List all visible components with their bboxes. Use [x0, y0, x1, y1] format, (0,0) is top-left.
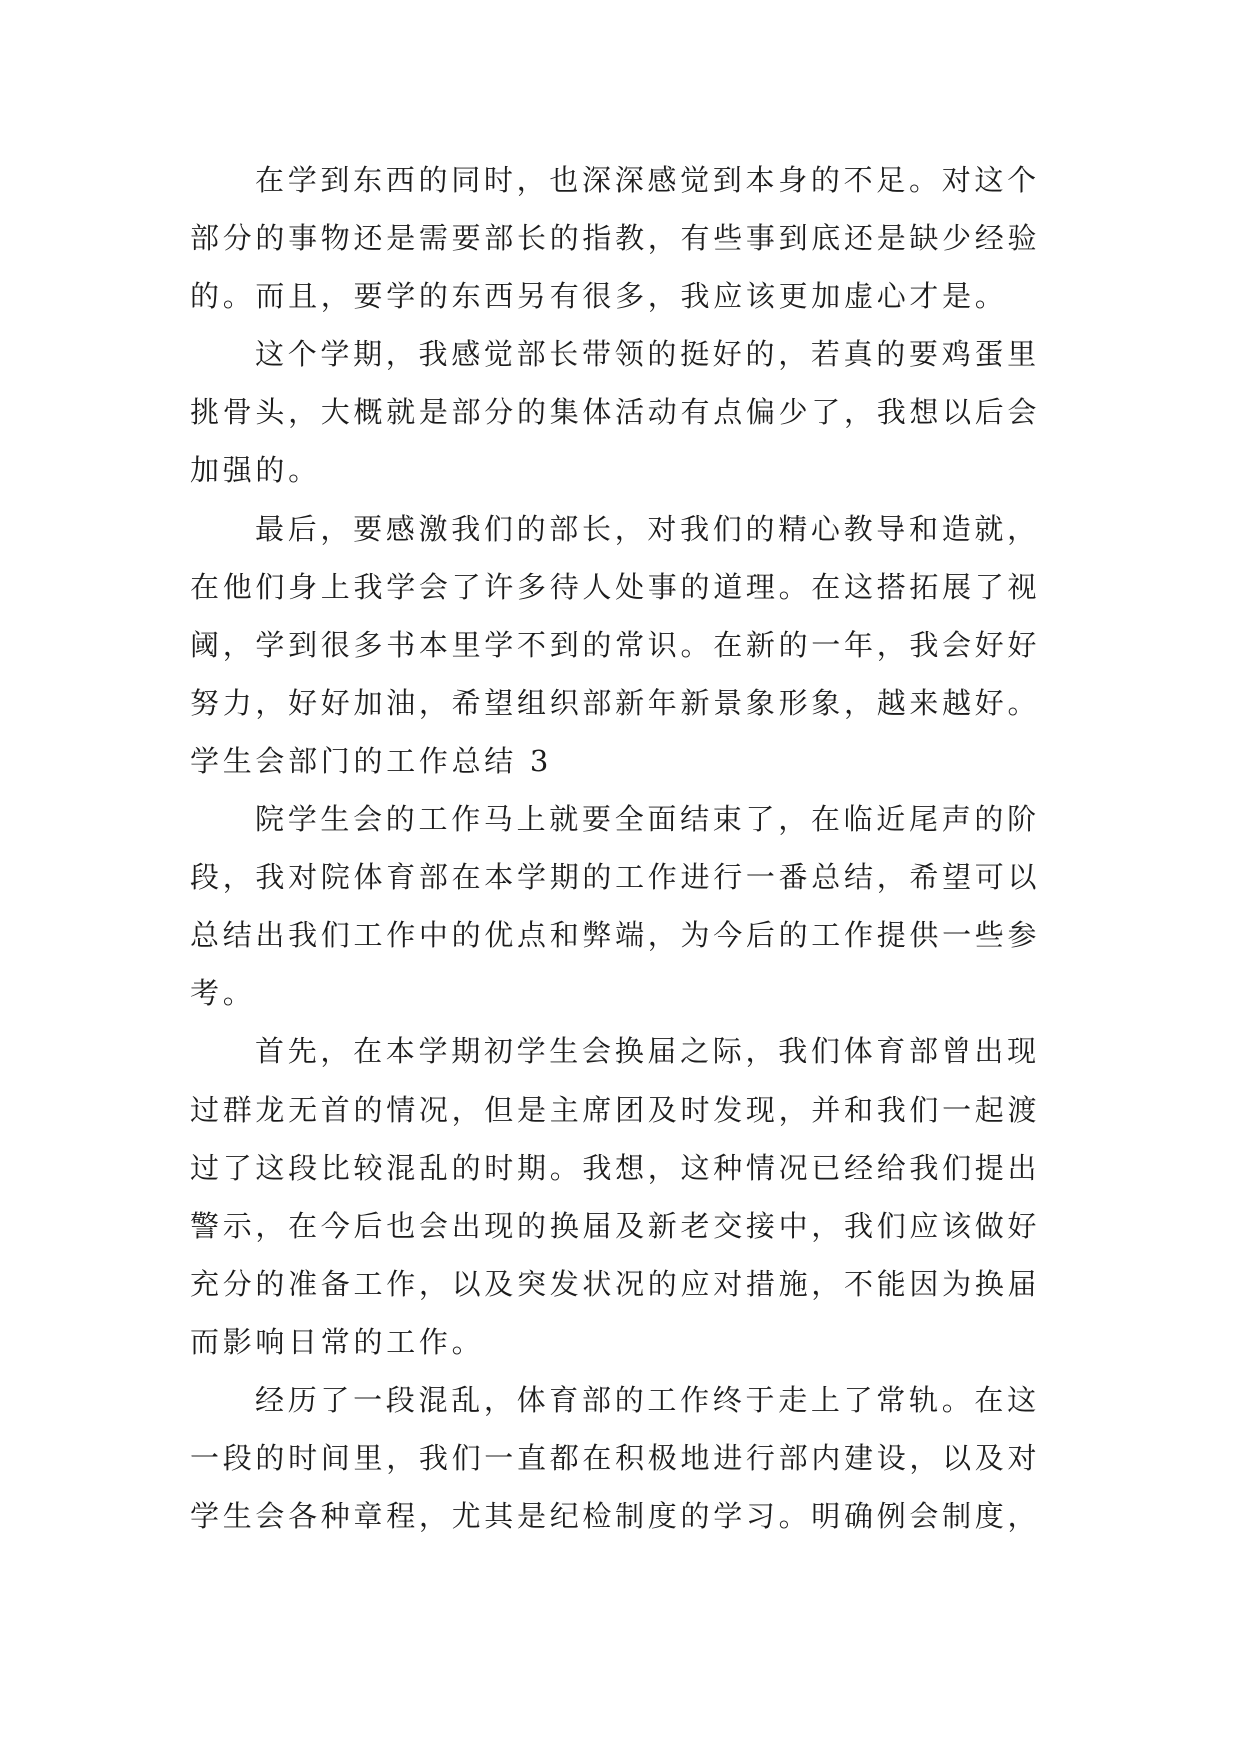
paragraph-line: 的。而且，要学的东西另有很多，我应该更加虚心才是。 — [190, 279, 1008, 314]
paragraph — [190, 500, 1070, 732]
paragraph — [190, 325, 1070, 499]
paragraph-line: 充分的准备工作，以及突发状况的应对措施，不能因为换届 — [190, 1266, 1041, 1301]
paragraph — [190, 151, 1070, 325]
paragraph-line: 挑骨头，大概就是部分的集体活动有点偏少了，我想以后会 — [190, 395, 1041, 430]
paragraph-line: 这个学期，我感觉部长带领的挺好的，若真的要鸡蛋里 — [255, 337, 1040, 372]
paragraph-line: 一段的时间里，我们一直都在积极地进行部内建设，以及对 — [190, 1441, 1041, 1476]
paragraph-line: 经历了一段混乱，体育部的工作终于走上了常轨。在这 — [255, 1382, 1040, 1417]
document-body — [190, 151, 1070, 1545]
paragraph-line: 部分的事物还是需要部长的指教，有些事到底还是缺少经验 — [190, 221, 1041, 256]
paragraph-line: 而影响日常的工作。 — [190, 1324, 485, 1359]
paragraph — [190, 1371, 1070, 1545]
paragraph-line: 院学生会的工作马上就要全面结束了，在临近尾声的阶 — [255, 802, 1040, 837]
paragraph-line: 段，我对院体育部在本学期的工作进行一番总结，希望可以 — [190, 860, 1041, 895]
paragraph-line: 努力，好好加油，希望组织部新年新景象形象，越来越好。 — [190, 685, 1041, 720]
paragraph-line: 警示，在今后也会出现的换届及新老交接中，我们应该做好 — [190, 1208, 1041, 1243]
paragraph — [190, 1022, 1070, 1371]
paragraph — [190, 790, 1070, 1022]
paragraph-line: 考。 — [190, 976, 256, 1011]
paragraph-line: 过了这段比较混乱的时期。我想，这种情况已经给我们提出 — [190, 1150, 1041, 1185]
paragraph-line: 学生会各种章程，尤其是纪检制度的学习。明确例会制度， — [190, 1499, 1041, 1534]
paragraph-line: 加强的。 — [190, 453, 321, 488]
section-heading: 学生会部门的工作总结 3 — [190, 743, 553, 778]
paragraph-line: 最后，要感激我们的部长，对我们的精心教导和造就， — [255, 511, 1040, 546]
paragraph-line: 在学到东西的同时，也深深感觉到本身的不足。对这个 — [255, 163, 1040, 197]
paragraph-line: 过群龙无首的情况，但是主席团及时发现，并和我们一起渡 — [190, 1092, 1041, 1127]
paragraph-line: 在他们身上我学会了许多待人处事的道理。在这搭拓展了视 — [190, 569, 1041, 604]
paragraph-line: 首先，在本学期初学生会换届之际，我们体育部曾出现 — [255, 1034, 1040, 1069]
paragraph-line: 总结出我们工作中的优点和弊端，为今后的工作提供一些参 — [190, 918, 1041, 953]
paragraph-line: 阈，学到很多书本里学不到的常识。在新的一年，我会好好 — [190, 627, 1041, 662]
